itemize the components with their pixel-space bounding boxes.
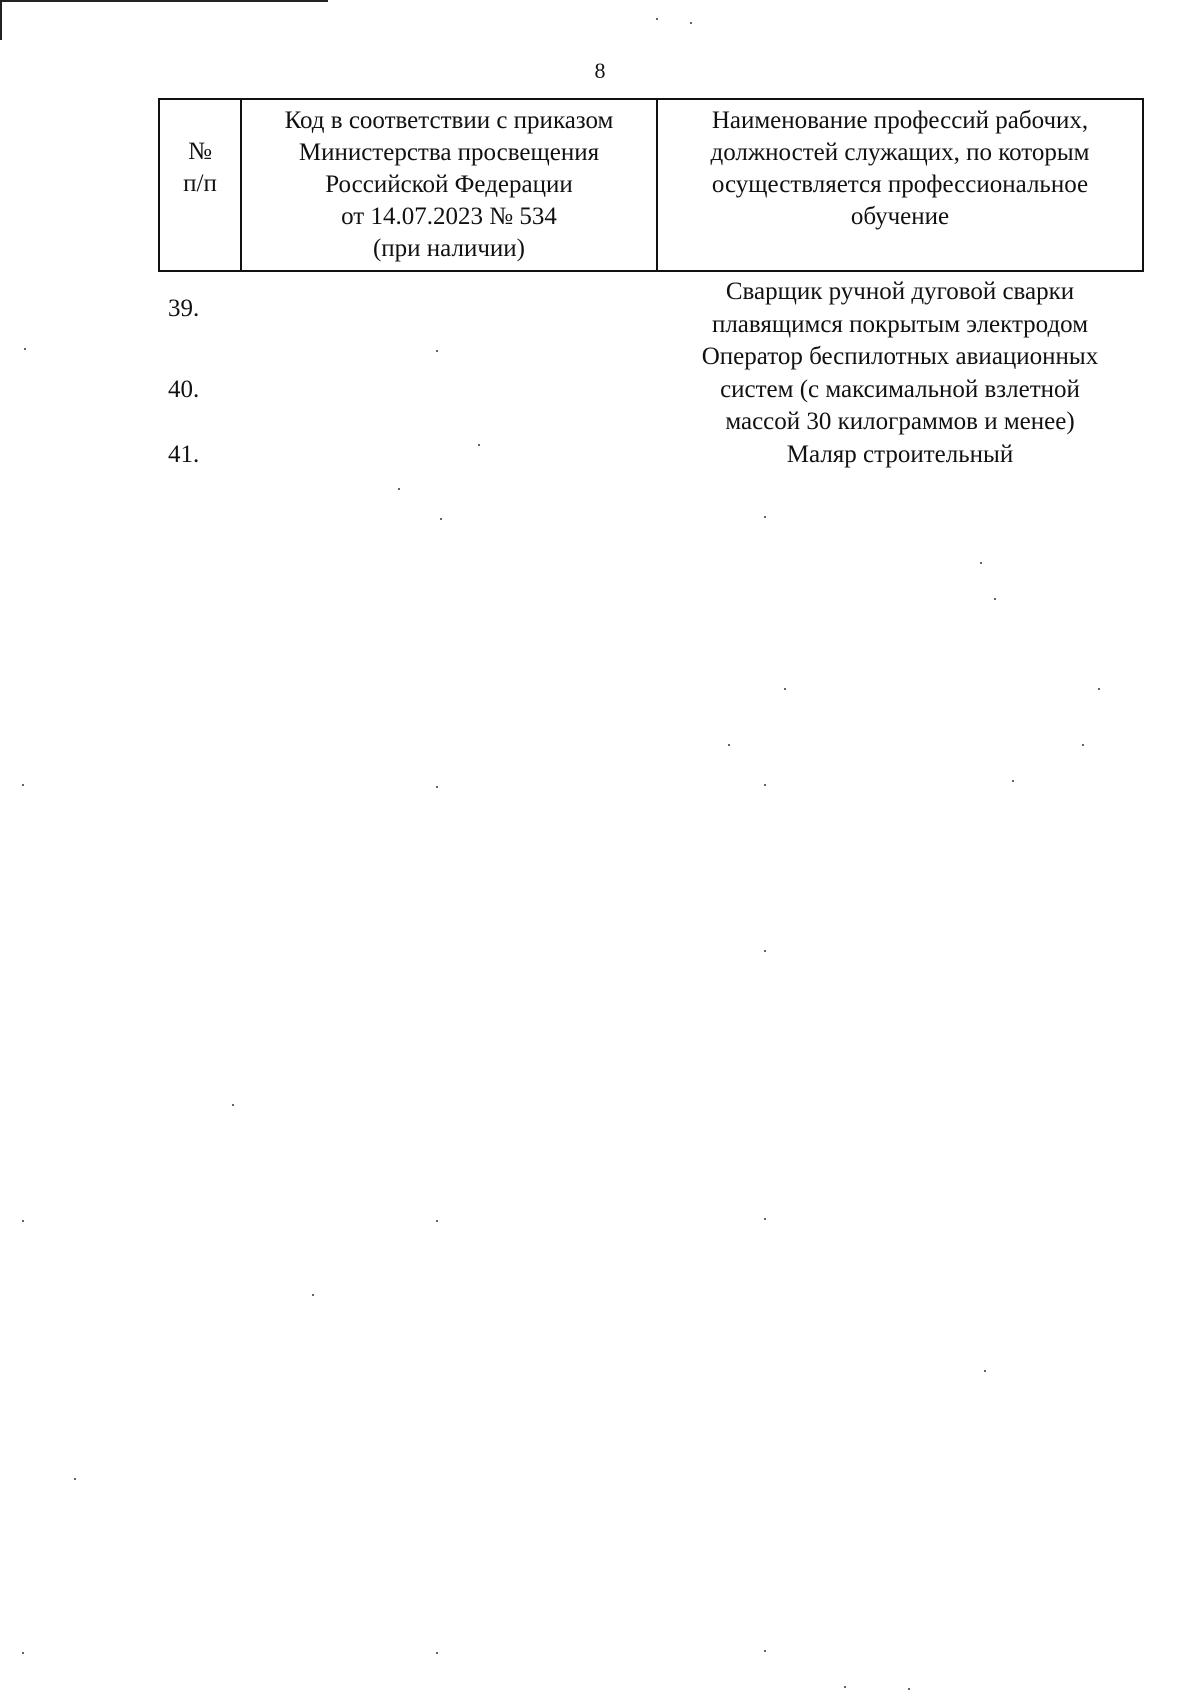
header-cell-code: [242, 100, 658, 270]
scan-speck: [728, 744, 730, 746]
scan-speck: [984, 1370, 986, 1372]
scan-speck: [1082, 744, 1084, 746]
scan-speck: [690, 22, 692, 24]
scan-speck: [24, 348, 26, 350]
scan-speck: [784, 688, 786, 690]
scan-speck: [436, 786, 438, 788]
scan-border-top: [0, 0, 328, 2]
table-row: [158, 341, 1144, 439]
table-header: [158, 98, 1144, 272]
scan-speck: [312, 1294, 314, 1296]
scan-speck: [764, 784, 766, 786]
scan-speck: [436, 1220, 438, 1222]
scan-speck: [764, 1218, 766, 1220]
table-body: [158, 276, 1144, 471]
scan-speck: [436, 350, 438, 352]
scan-speck: [398, 488, 400, 490]
scan-speck: [1098, 688, 1100, 690]
scan-speck: [764, 516, 766, 518]
scan-speck: [764, 1650, 766, 1652]
scan-speck: [844, 1686, 846, 1688]
scan-speck: [908, 1688, 910, 1690]
table-row: [158, 276, 1144, 341]
scan-speck: [764, 950, 766, 952]
scan-speck: [994, 598, 996, 600]
scan-border-left: [0, 0, 2, 40]
header-code-label: Код в соответствии с приказом Министерства просвещения Российской Федерации от 14.07.2023 № 534 (при наличии): [284, 107, 614, 262]
scan-speck: [656, 18, 658, 20]
row-number: 40.: [168, 375, 200, 403]
header-name-label: Наименование профессий рабочих, должностей служащих, по которым осуществляется профессиональное обучение: [710, 107, 1090, 230]
scan-speck: [22, 784, 24, 786]
scan-speck: [980, 562, 982, 564]
scan-speck: [478, 444, 480, 446]
table-row: [158, 439, 1144, 472]
header-cell-number: [160, 100, 242, 270]
header-cell-name: [658, 100, 1142, 270]
scan-speck: [1012, 780, 1014, 782]
scan-speck: [232, 1104, 234, 1106]
page-number: 8: [594, 58, 606, 83]
scan-speck: [22, 1652, 24, 1654]
row-number: 39.: [168, 294, 200, 322]
scan-speck: [74, 1478, 76, 1480]
scan-speck: [436, 1652, 438, 1654]
scan-speck: [22, 1220, 24, 1222]
row-number: 41.: [168, 440, 200, 468]
row-profession: Сварщик ручной дуговой сварки плавящимся покрытым электродом: [711, 278, 1089, 338]
header-number-label: № п/п: [183, 138, 217, 197]
scan-speck: [440, 518, 442, 520]
row-profession: Оператор беспилотных авиационных систем (с максимальной взлетной массой 30 килограммов и менее): [701, 343, 1099, 435]
row-profession: Маляр строительный: [786, 440, 1014, 468]
